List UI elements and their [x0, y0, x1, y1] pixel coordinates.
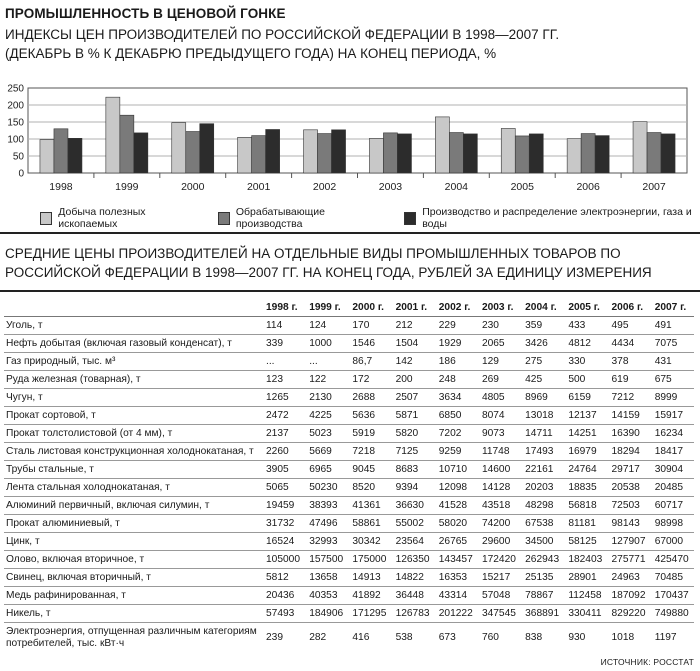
table-cell: 41361 — [348, 497, 391, 515]
table-cell: 16353 — [435, 569, 478, 587]
row-label: Чугун, т — [4, 389, 262, 407]
table-cell: 170437 — [651, 587, 694, 605]
bar — [449, 133, 463, 173]
table-cell: 170 — [348, 317, 391, 335]
table-cell: 23564 — [392, 533, 435, 551]
table-cell: 248 — [435, 371, 478, 389]
table-cell: 15217 — [478, 569, 521, 587]
table-cell: 8520 — [348, 479, 391, 497]
table-cell: 2137 — [262, 425, 305, 443]
table-cell: 4434 — [608, 335, 651, 353]
table-row — [4, 335, 694, 353]
table-cell: 1929 — [435, 335, 478, 353]
table-cell: ... — [305, 353, 348, 371]
table-cell: 275771 — [608, 551, 651, 569]
row-label: Сталь листовая конструкционная холоднокатаная, т — [4, 443, 262, 461]
table-cell: 330411 — [564, 605, 607, 623]
table-cell: 184906 — [305, 605, 348, 623]
table-cell: 2130 — [305, 389, 348, 407]
table-cell: 126350 — [392, 551, 435, 569]
table-cell: 126783 — [392, 605, 435, 623]
table-cell: 24963 — [608, 569, 651, 587]
table-cell: 359 — [521, 317, 564, 335]
table-cell: 16979 — [564, 443, 607, 461]
table-cell: 212 — [392, 317, 435, 335]
bar — [369, 138, 383, 173]
table-cell: 1546 — [348, 335, 391, 353]
bar — [40, 140, 54, 173]
bar — [647, 133, 661, 173]
table-cell: 9259 — [435, 443, 478, 461]
table-cell: 425 — [521, 371, 564, 389]
table-cell: 30342 — [348, 533, 391, 551]
table-cell: 7202 — [435, 425, 478, 443]
table-title: СРЕДНИЕ ЦЕНЫ ПРОИЗВОДИТЕЛЕЙ НА ОТДЕЛЬНЫЕ ВИДЫ ПРОМЫШЛЕННЫХ ТОВАРОВ ПО РОССИЙСКОЙ ФЕДЕРАЦИИ В 1998—2007 ГГ. НА КОНЕЦ ГОДА, РУБЛЕЙ ЗА ЕДИНИЦУ ИЗМЕРЕНИЯ — [5, 246, 652, 280]
table-cell: 3634 — [435, 389, 478, 407]
column-header-year: 1998 г. — [262, 299, 305, 317]
row-label: Руда железная (товарная), т — [4, 371, 262, 389]
table-cell: 122 — [305, 371, 348, 389]
bar — [134, 133, 148, 173]
table-cell: 2065 — [478, 335, 521, 353]
table-cell: 12137 — [564, 407, 607, 425]
row-label: Уголь, т — [4, 317, 262, 335]
table-cell: 416 — [352, 631, 370, 643]
table-cell: 36448 — [392, 587, 435, 605]
row-label: Газ природный, тыс. м³ — [4, 353, 262, 371]
table-cell: 14711 — [521, 425, 564, 443]
table-cell: 16524 — [262, 533, 305, 551]
table-cell: 14128 — [478, 479, 521, 497]
bar — [200, 124, 214, 173]
table-row — [4, 605, 694, 623]
table-cell: 7075 — [651, 335, 694, 353]
bar-chart — [0, 80, 700, 202]
table-cell: 34500 — [521, 533, 564, 551]
bar — [435, 117, 449, 173]
table-cell: 127907 — [608, 533, 651, 551]
table-cell: 229 — [435, 317, 478, 335]
table-cell: 70485 — [651, 569, 694, 587]
table-cell: 41528 — [435, 497, 478, 515]
legend-label: Обрабатывающие производства — [235, 206, 325, 230]
table-cell: 425470 — [651, 551, 694, 569]
legend-item — [218, 206, 384, 230]
row-label: Прокат алюминиевый, т — [4, 515, 262, 533]
table-cell: 4225 — [305, 407, 348, 425]
x-tick-label: 2000 — [181, 181, 205, 193]
table-cell: 105000 — [262, 551, 305, 569]
x-tick-label: 2002 — [312, 181, 337, 193]
table-cell: 11748 — [478, 443, 521, 461]
table-row — [4, 353, 694, 371]
x-tick-label: 2001 — [246, 181, 271, 193]
table-cell: 14159 — [608, 407, 651, 425]
bar — [186, 132, 200, 173]
table-cell: 187092 — [608, 587, 651, 605]
x-tick-label: 2003 — [378, 181, 403, 193]
column-header-year: 2004 г. — [521, 299, 564, 317]
table-row — [4, 497, 694, 515]
table-cell: 112458 — [564, 587, 607, 605]
bar — [501, 128, 515, 173]
table-cell: 3905 — [262, 461, 305, 479]
legend-swatch — [40, 212, 52, 225]
bar — [383, 133, 397, 173]
table-cell: 6965 — [305, 461, 348, 479]
table-cell: 186 — [435, 353, 478, 371]
table-cell: 38393 — [305, 497, 348, 515]
table-cell: 4812 — [564, 335, 607, 353]
x-tick-label: 1999 — [115, 181, 139, 193]
table-cell: 114 — [262, 317, 305, 335]
table-cell: 28901 — [564, 569, 607, 587]
column-header-year: 1999 г. — [305, 299, 348, 317]
table-cell: 262943 — [521, 551, 564, 569]
table-cell: 67538 — [521, 515, 564, 533]
table-cell: 619 — [608, 371, 651, 389]
table-cell: 5871 — [392, 407, 435, 425]
table-cell: 368891 — [521, 605, 564, 623]
table-cell: 2260 — [262, 443, 305, 461]
table-cell: 171295 — [348, 605, 391, 623]
table-cell: 25135 — [521, 569, 564, 587]
bar — [661, 134, 675, 173]
bar — [463, 134, 477, 173]
table-cell: 98143 — [608, 515, 651, 533]
table-cell: 14251 — [564, 425, 607, 443]
column-header-year: 2000 г. — [348, 299, 391, 317]
table-row — [4, 623, 694, 653]
table-row — [4, 407, 694, 425]
chart-subtitle: ИНДЕКСЫ ЦЕН ПРОИЗВОДИТЕЛЕЙ ПО РОССИЙСКОЙ ФЕДЕРАЦИИ В 1998—2007 ГГ. (ДЕКАБРЬ В % К ДЕКАБРЮ ПРЕДЫДУЩЕГО ГОДА) НА КОНЕЦ ПЕРИОДА, % — [5, 27, 560, 61]
table-cell: 47496 — [305, 515, 348, 533]
table-cell: 13658 — [305, 569, 348, 587]
table-cell: 26765 — [435, 533, 478, 551]
table-cell: 14600 — [478, 461, 521, 479]
table-cell: 4805 — [478, 389, 521, 407]
table-cell: 378 — [608, 353, 651, 371]
row-label: Электроэнергия, отпущенная различным категориям потребителей, тыс. кВт·ч — [6, 625, 257, 649]
column-header-year: 2005 г. — [564, 299, 607, 317]
bar — [238, 137, 252, 173]
bar — [266, 129, 280, 173]
table-cell: 339 — [262, 335, 305, 353]
y-tick-label: 250 — [7, 83, 24, 95]
table-cell: ... — [262, 353, 305, 371]
x-tick-label: 2006 — [576, 181, 600, 193]
table-cell: 55002 — [392, 515, 435, 533]
x-tick-label: 2007 — [642, 181, 666, 193]
x-tick-label: 1998 — [49, 181, 73, 193]
bar — [252, 136, 266, 173]
table-cell: 749880 — [651, 605, 694, 623]
row-label: Нефть добытая (включая газовый конденсат), т — [4, 335, 262, 353]
legend-label: Добыча полезных ископаемых — [58, 206, 146, 230]
table-cell: 930 — [568, 631, 586, 643]
row-label: Цинк, т — [4, 533, 262, 551]
legend-item — [404, 206, 700, 230]
y-tick-label: 0 — [18, 168, 24, 180]
column-header-year: 2001 г. — [392, 299, 435, 317]
table-cell: 9073 — [478, 425, 521, 443]
table-cell: 538 — [395, 631, 413, 643]
table-row — [4, 371, 694, 389]
table-cell: 3426 — [521, 335, 564, 353]
table-cell: 78867 — [521, 587, 564, 605]
table-cell: 60717 — [651, 497, 694, 515]
table-cell: 491 — [651, 317, 694, 335]
table-cell: 19459 — [262, 497, 305, 515]
row-label: Прокат сортовой, т — [4, 407, 262, 425]
table-cell: 172420 — [478, 551, 521, 569]
table-row — [4, 515, 694, 533]
table-cell: 43314 — [435, 587, 478, 605]
table-cell: 7212 — [608, 389, 651, 407]
row-label: Медь рафинированная, т — [4, 587, 262, 605]
table-cell: 20485 — [651, 479, 694, 497]
table-cell: 275 — [521, 353, 564, 371]
table-cell: 760 — [481, 631, 499, 643]
table-cell: 6159 — [564, 389, 607, 407]
bar — [332, 130, 346, 173]
table-cell: 8074 — [478, 407, 521, 425]
table-cell: 1504 — [392, 335, 435, 353]
table-cell: 18294 — [608, 443, 651, 461]
table-cell: 57493 — [262, 605, 305, 623]
table-row — [4, 317, 694, 335]
table-cell: 1000 — [305, 335, 348, 353]
table-cell: 1018 — [611, 631, 635, 643]
bar — [318, 134, 332, 173]
table-cell: 81181 — [564, 515, 607, 533]
table-cell: 838 — [525, 631, 543, 643]
row-label: Трубы стальные, т — [4, 461, 262, 479]
table-cell: 16234 — [651, 425, 694, 443]
bar — [397, 134, 411, 173]
table-cell: 56818 — [564, 497, 607, 515]
bar — [567, 139, 581, 173]
table-cell: 24764 — [564, 461, 607, 479]
table-cell: 16390 — [608, 425, 651, 443]
bar — [68, 138, 82, 173]
table-cell: 269 — [478, 371, 521, 389]
table-cell: 5023 — [305, 425, 348, 443]
table-cell: 14822 — [392, 569, 435, 587]
table-cell: 18835 — [564, 479, 607, 497]
table-row — [4, 551, 694, 569]
table-cell: 124 — [305, 317, 348, 335]
table-row — [4, 479, 694, 497]
table-cell: 20436 — [262, 587, 305, 605]
table-row — [4, 461, 694, 479]
table-cell: 8969 — [521, 389, 564, 407]
column-header-year: 2002 г. — [435, 299, 478, 317]
bar — [529, 134, 543, 173]
table-cell: 675 — [651, 371, 694, 389]
table-cell: 86,7 — [348, 353, 391, 371]
table-cell: 157500 — [305, 551, 348, 569]
table-cell: 8999 — [651, 389, 694, 407]
table-cell: 500 — [564, 371, 607, 389]
table-cell: 5669 — [305, 443, 348, 461]
table-cell: 10710 — [435, 461, 478, 479]
table-cell: 5820 — [392, 425, 435, 443]
column-header-year: 2007 г. — [651, 299, 694, 317]
bar — [595, 136, 609, 173]
y-tick-label: 100 — [7, 134, 24, 146]
table-cell: 32993 — [305, 533, 348, 551]
column-header-year: 2006 г. — [608, 299, 651, 317]
table-cell: 58125 — [564, 533, 607, 551]
table-row — [4, 389, 694, 407]
table-header-row — [4, 299, 694, 317]
table-cell: 129 — [478, 353, 521, 371]
table-cell: 9045 — [348, 461, 391, 479]
table-cell: 5636 — [348, 407, 391, 425]
table-cell: 230 — [478, 317, 521, 335]
legend-label: Производство и распределение электроэнергии, газа и воды — [422, 206, 692, 230]
legend-swatch — [404, 212, 416, 225]
table-cell: 29600 — [478, 533, 521, 551]
table-row — [4, 425, 694, 443]
table-cell: 7125 — [392, 443, 435, 461]
table-cell: 31732 — [262, 515, 305, 533]
table-cell: 43518 — [478, 497, 521, 515]
table-cell: 48298 — [521, 497, 564, 515]
table-cell: 2472 — [262, 407, 305, 425]
row-label: Никель, т — [4, 605, 262, 623]
chart-legend — [40, 206, 700, 230]
divider — [0, 290, 700, 292]
bar — [54, 129, 68, 173]
table-row — [4, 587, 694, 605]
table-cell: 1265 — [262, 389, 305, 407]
table-cell: 50230 — [305, 479, 348, 497]
column-header-year: 2003 г. — [478, 299, 521, 317]
table-cell: 673 — [438, 631, 456, 643]
table-cell: 495 — [608, 317, 651, 335]
table-cell: 172 — [348, 371, 391, 389]
table-cell: 36630 — [392, 497, 435, 515]
table-cell: 30904 — [651, 461, 694, 479]
column-header-name — [4, 299, 262, 317]
table-cell: 41892 — [348, 587, 391, 605]
bar — [120, 115, 134, 173]
table-cell: 143457 — [435, 551, 478, 569]
bar — [304, 130, 318, 173]
table-cell: 57048 — [478, 587, 521, 605]
y-tick-label: 200 — [7, 100, 24, 112]
table-cell: 15917 — [651, 407, 694, 425]
table-cell: 5065 — [262, 479, 305, 497]
table-cell: 29717 — [608, 461, 651, 479]
table-cell: 1197 — [654, 631, 677, 643]
table-cell: 18417 — [651, 443, 694, 461]
legend-item — [40, 206, 198, 230]
row-label: Свинец, включая вторичный, т — [4, 569, 262, 587]
table-cell: 22161 — [521, 461, 564, 479]
bar — [515, 136, 529, 173]
table-cell: 2688 — [348, 389, 391, 407]
table-cell: 330 — [564, 353, 607, 371]
table-cell: 20538 — [608, 479, 651, 497]
table-cell: 829220 — [608, 605, 651, 623]
source-note: ИСТОЧНИК: РОССТАТ — [600, 657, 694, 667]
bar — [581, 134, 595, 173]
table-cell: 8683 — [392, 461, 435, 479]
table-row — [4, 443, 694, 461]
bar — [106, 97, 120, 173]
bar — [633, 122, 647, 173]
x-tick-label: 2004 — [444, 181, 469, 193]
y-tick-label: 50 — [12, 151, 24, 163]
table-cell: 67000 — [651, 533, 694, 551]
table-cell: 347545 — [478, 605, 521, 623]
table-cell: 20203 — [521, 479, 564, 497]
row-label: Лента стальная холоднокатаная, т — [4, 479, 262, 497]
table-cell: 72503 — [608, 497, 651, 515]
table-cell: 123 — [262, 371, 305, 389]
table-row — [4, 569, 694, 587]
table-cell: 74200 — [478, 515, 521, 533]
row-label: Олово, включая вторичное, т — [4, 551, 262, 569]
table-cell: 14913 — [348, 569, 391, 587]
table-cell: 282 — [309, 631, 327, 643]
table-cell: 40353 — [305, 587, 348, 605]
table-cell: 239 — [266, 631, 283, 643]
table-cell: 98998 — [651, 515, 694, 533]
legend-swatch — [218, 212, 230, 225]
table-cell: 431 — [651, 353, 694, 371]
table-cell: 58861 — [348, 515, 391, 533]
row-label: Алюминий первичный, включая силумин, т — [4, 497, 262, 515]
table-cell: 142 — [392, 353, 435, 371]
prices-table — [4, 299, 694, 652]
page-title: ПРОМЫШЛЕННОСТЬ В ЦЕНОВОЙ ГОНКЕ — [5, 6, 286, 21]
x-tick-label: 2005 — [510, 181, 534, 193]
table-row — [4, 533, 694, 551]
table-cell: 200 — [392, 371, 435, 389]
table-cell: 7218 — [348, 443, 391, 461]
table-cell: 201222 — [435, 605, 478, 623]
table-cell: 6850 — [435, 407, 478, 425]
table-cell: 175000 — [348, 551, 391, 569]
table-cell: 9394 — [392, 479, 435, 497]
table-cell: 5919 — [348, 425, 391, 443]
row-label: Прокат толстолистовой (от 4 мм), т — [4, 425, 262, 443]
table-cell: 13018 — [521, 407, 564, 425]
table-cell: 17493 — [521, 443, 564, 461]
divider — [0, 232, 700, 234]
table-cell: 2507 — [392, 389, 435, 407]
y-tick-label: 150 — [7, 117, 24, 129]
table-cell: 12098 — [435, 479, 478, 497]
table-cell: 58020 — [435, 515, 478, 533]
bar — [172, 123, 186, 173]
table-cell: 182403 — [564, 551, 607, 569]
table-cell: 433 — [564, 317, 607, 335]
table-cell: 5812 — [262, 569, 305, 587]
